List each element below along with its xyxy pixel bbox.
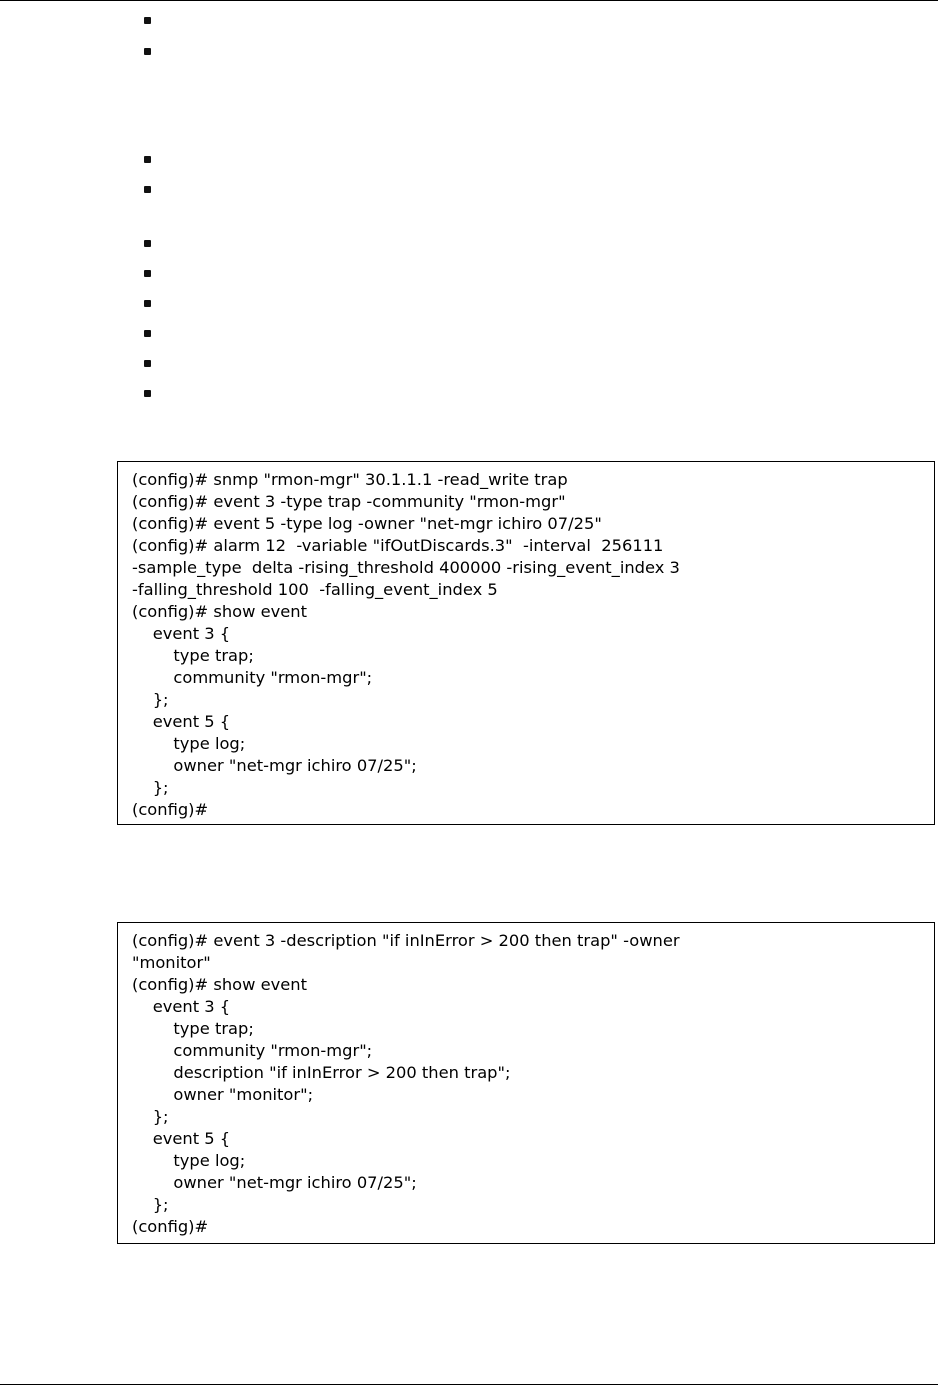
code-line: }; bbox=[132, 690, 169, 709]
bullet-marker bbox=[144, 270, 151, 277]
code-line: owner "net-mgr ichiro 07/25"; bbox=[132, 1173, 417, 1192]
code-line: community "rmon-mgr"; bbox=[132, 1041, 373, 1060]
code-line: community "rmon-mgr"; bbox=[132, 668, 373, 687]
bullet-marker bbox=[144, 360, 151, 367]
bullet-marker bbox=[144, 390, 151, 397]
code-line: (config)# snmp "rmon-mgr" 30.1.1.1 -read_write trap bbox=[132, 470, 568, 489]
code-line: }; bbox=[132, 1195, 169, 1214]
code-line: "monitor" bbox=[132, 953, 211, 972]
bullet-marker bbox=[144, 156, 151, 163]
bullet-marker bbox=[144, 330, 151, 337]
code-line: (config)# alarm 12 -variable "ifOutDiscards.3" -interval 256111 bbox=[132, 536, 664, 555]
code-line: type trap; bbox=[132, 1019, 254, 1038]
code-line: (config)# show event bbox=[132, 975, 307, 994]
code-line: -sample_type delta -rising_threshold 400000 -rising_event_index 3 bbox=[132, 558, 680, 577]
bullet-marker bbox=[144, 300, 151, 307]
code-line: type trap; bbox=[132, 646, 254, 665]
code-line: }; bbox=[132, 1107, 169, 1126]
code-line: }; bbox=[132, 778, 169, 797]
header-rule bbox=[0, 0, 938, 1]
code-line: (config)# event 5 -type log -owner "net-mgr ichiro 07/25" bbox=[132, 514, 602, 533]
code-line: (config)# bbox=[132, 800, 209, 819]
code-line: event 5 { bbox=[132, 1129, 231, 1148]
code-line: event 3 { bbox=[132, 997, 231, 1016]
code-line: type log; bbox=[132, 1151, 246, 1170]
code-line: -falling_threshold 100 -falling_event_index 5 bbox=[132, 580, 498, 599]
code-block-event-description bbox=[117, 922, 935, 1244]
code-line: event 3 { bbox=[132, 624, 231, 643]
code-line: event 5 { bbox=[132, 712, 231, 731]
bullet-marker bbox=[144, 48, 151, 55]
code-line: owner "monitor"; bbox=[132, 1085, 314, 1104]
code-line: (config)# show event bbox=[132, 602, 307, 621]
code-line: description "if inInError > 200 then trap"; bbox=[132, 1063, 511, 1082]
bullet-marker bbox=[144, 186, 151, 193]
code-line: owner "net-mgr ichiro 07/25"; bbox=[132, 756, 417, 775]
bullet-marker bbox=[144, 240, 151, 247]
code-line: (config)# event 3 -type trap -community "rmon-mgr" bbox=[132, 492, 566, 511]
code-block-event-config bbox=[117, 461, 935, 825]
bullet-marker bbox=[144, 17, 151, 24]
code-line: (config)# bbox=[132, 1217, 209, 1236]
code-line: (config)# event 3 -description "if inInError > 200 then trap" -owner bbox=[132, 931, 680, 950]
code-line: type log; bbox=[132, 734, 246, 753]
footer-rule bbox=[0, 1384, 938, 1385]
